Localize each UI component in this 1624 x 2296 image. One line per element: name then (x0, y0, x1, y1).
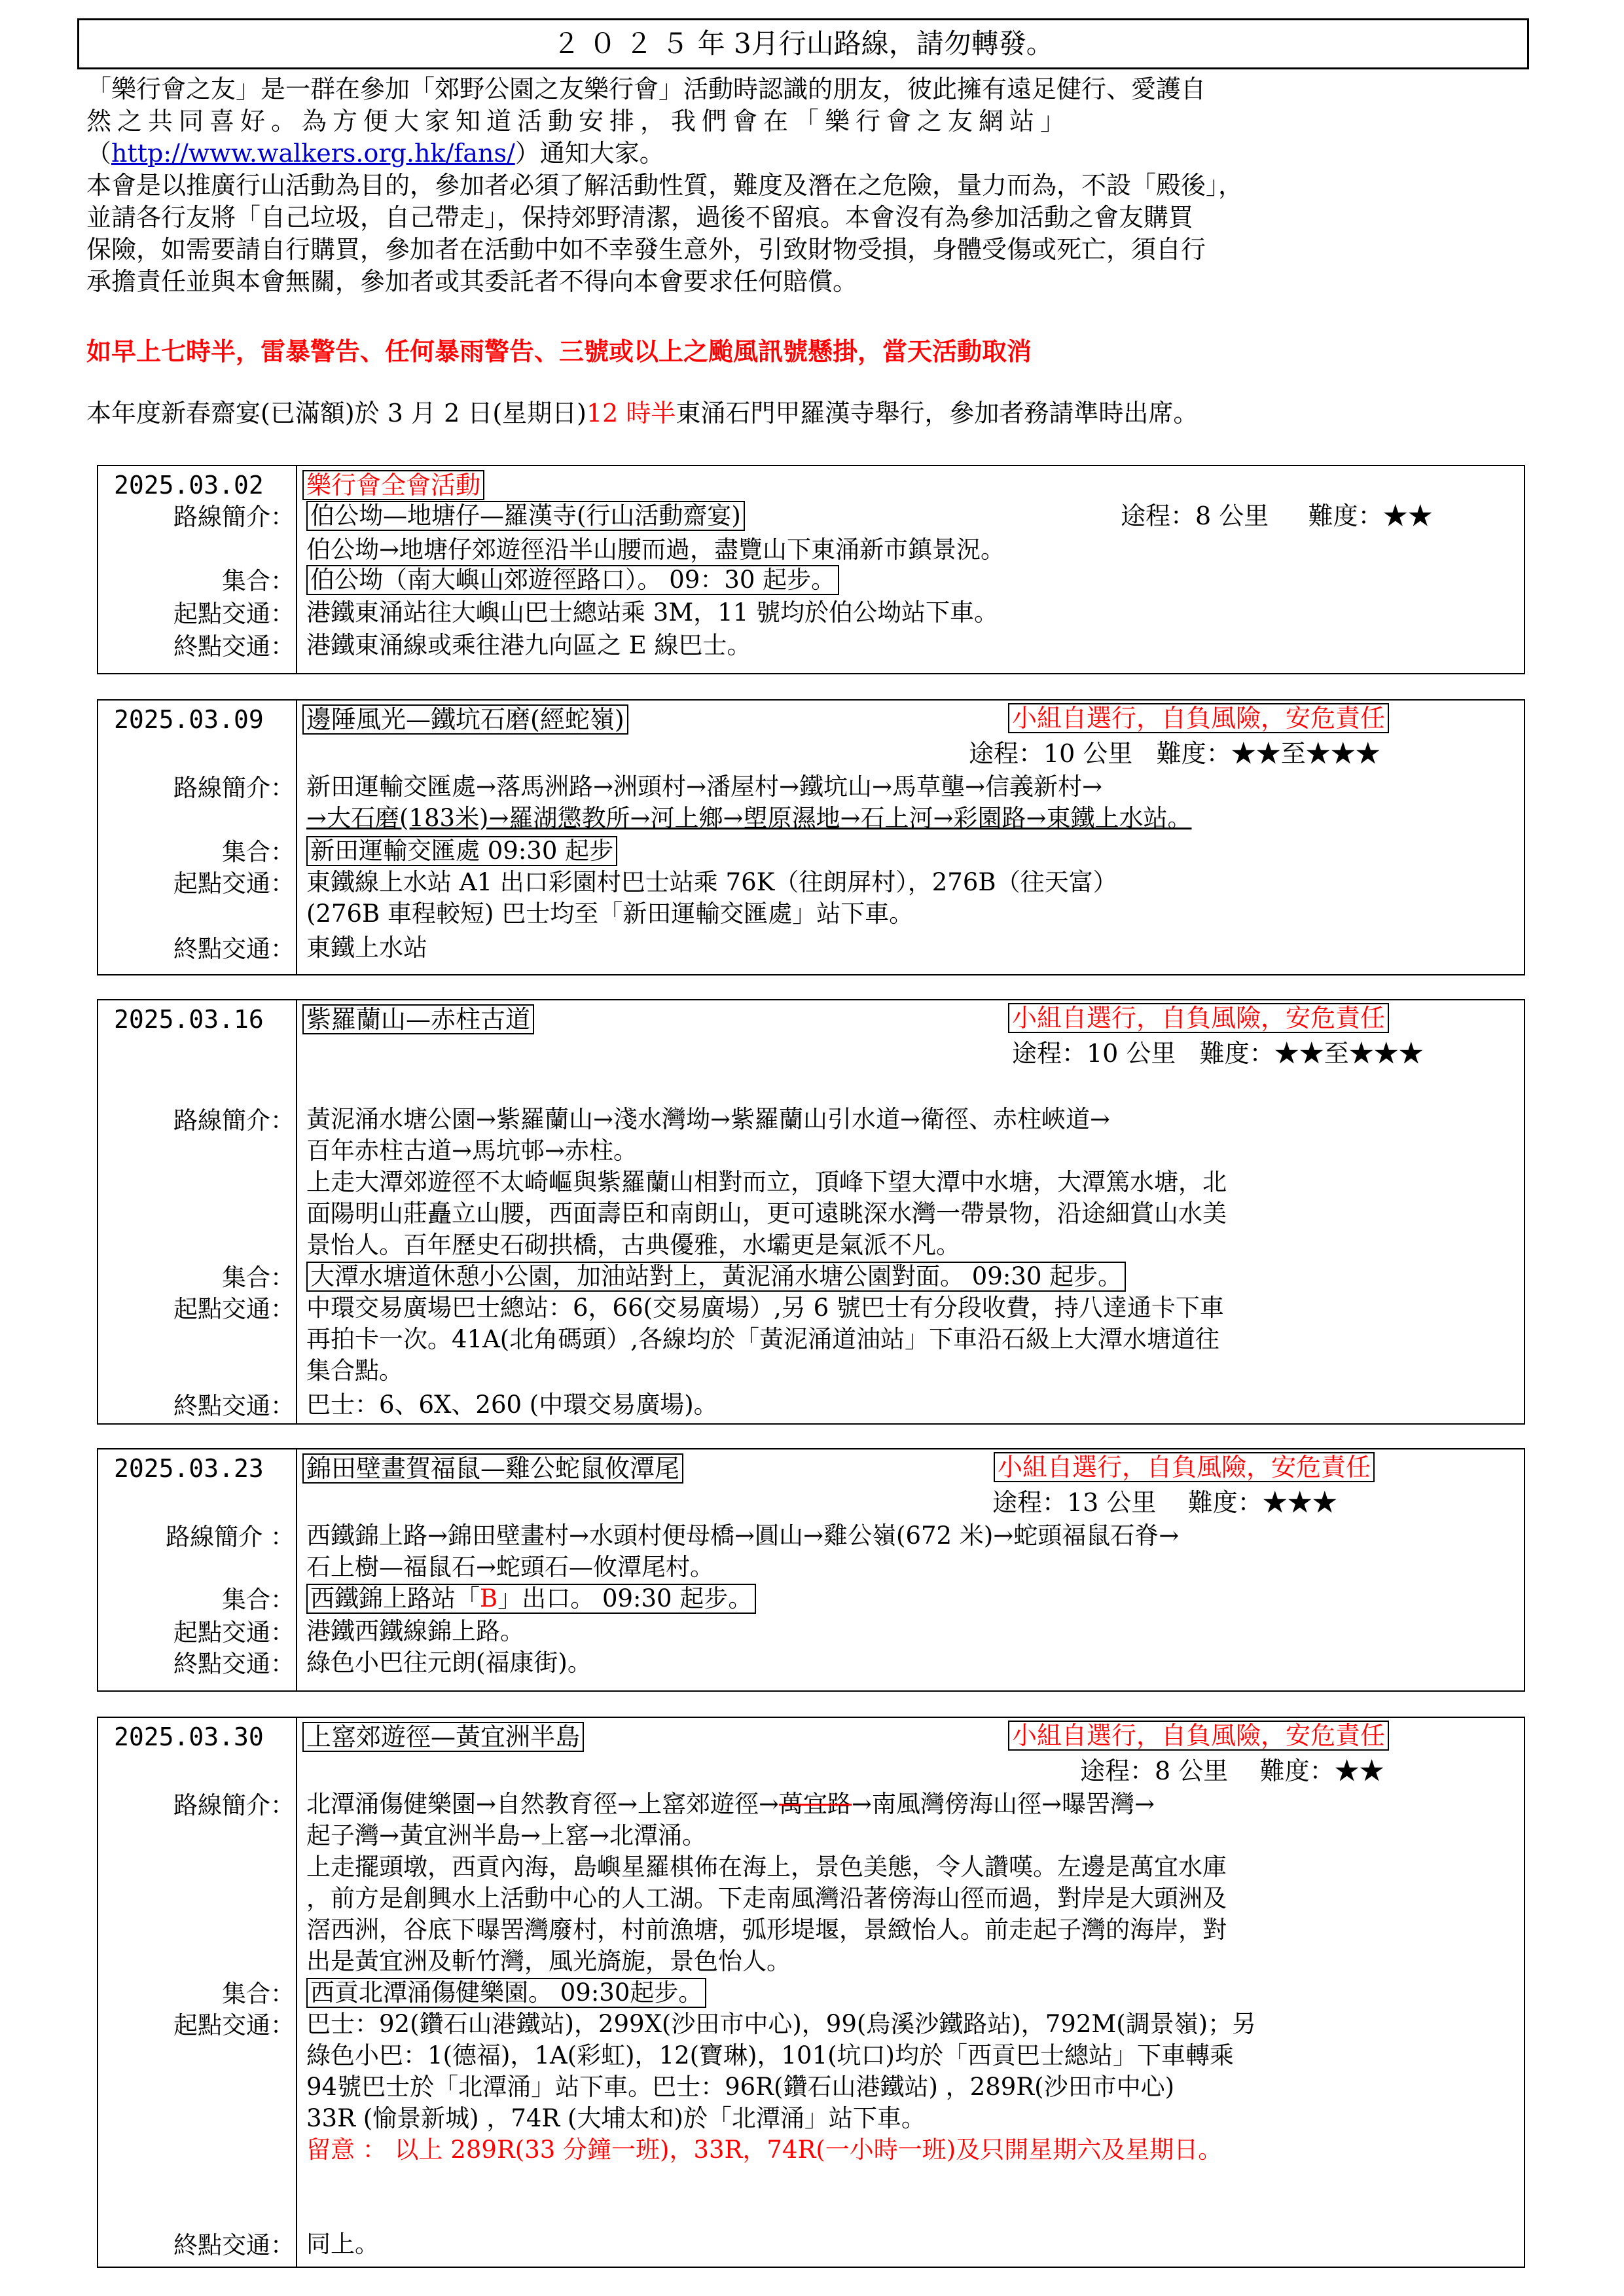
intro-line: 保險，如需要請自行購買，參加者在活動中如不幸發生意外，引致財物受損，身體受傷或死亡，須自行 (86, 235, 1206, 264)
route-distance: 途程：13 公里 難度：★★★ (992, 1488, 1337, 1517)
route-desc-line: 伯公坳→地塘仔郊遊徑沿半山腰而過，盡覽山下東涌新市鎮景況。 (306, 536, 1005, 564)
route-desc-line: 面陽明山莊矗立山腰，西面壽臣和南朗山，更可遠眺深水灣一帶景物，沿途細賞山水美 (306, 1199, 1227, 1228)
assembly-label: 集合： (222, 838, 295, 866)
intro-line: 本會是以推廣行山活動為目的，參加者必須了解活動性質，難度及潛在之危險，量力而為，不設「殿後」， (86, 171, 1244, 200)
route-card (97, 1717, 1525, 2268)
start-transport: 港鐵西鐵線錦上路。 (306, 1617, 524, 1645)
struck-road: 萬宜路 (779, 1790, 852, 1818)
difficulty-stars: ★★ (1382, 501, 1433, 530)
start-transport: 94號巴士於「北潭涌」站下車。巴士：96R(鑽石山港鐵站) ，289R(沙田市中心) (306, 2073, 1175, 2101)
end-transport: 東鐵上水站 (306, 934, 427, 962)
route-distance: 途程：10 公里 難度：★★至★★★ (969, 739, 1380, 768)
assembly-label: 集合： (222, 1586, 295, 1614)
route-date: 2025.03.09 (114, 705, 264, 734)
difficulty-stars: ★★ (1334, 1757, 1384, 1785)
route-desc-line: 西鐵錦上路→錦田壁畫村→水頭村便母橋→圓山→雞公嶺(672 米)→蛇頭福鼠石脊→ (306, 1522, 1180, 1550)
route-date: 2025.03.23 (114, 1454, 264, 1483)
intro-line: （http://www.walkers.org.hk/fans/）通知大家。 (86, 139, 664, 168)
cancellation-warning: 如早上七時半，雷暴警告、任何暴雨警告、三號或以上之颱風訊號懸掛，當天活動取消 (86, 337, 1032, 366)
risk-notice: 小組自選行，自負風險，安危責任 (1008, 1003, 1389, 1033)
route-title: 紫羅蘭山—赤柱古道 (302, 1004, 534, 1034)
start-transport: 港鐵東涌站往大嶼山巴士總站乘 3M，11 號均於伯公坳站下車。 (306, 598, 999, 627)
start-transport-label: 起點交通： (173, 600, 295, 628)
route-desc-line: 黃泥涌水塘公園→紫羅蘭山→淺水灣坳→紫羅蘭山引水道→衛徑、赤柱峽道→ (306, 1105, 1111, 1133)
feast-notice: 本年度新春齋宴(已滿額)於 3 月 2 日(星期日)12 時半東涌石門甲羅漢寺舉行，參加者務請準時出席。 (86, 399, 1199, 428)
assembly-point: 西鐵錦上路站「B」出口。 09:30 起步。 (306, 1584, 756, 1614)
end-transport-label: 終點交通： (173, 2231, 295, 2259)
end-transport: 綠色小巴往元朗(福康街)。 (306, 1649, 592, 1677)
route-desc-line: 滘西洲，谷底下曝罟灣廢村，村前漁塘，弧形堤堰，景緻怡人。前走起子灣的海岸，對 (306, 1916, 1227, 1944)
summary-label: 路線簡介： (173, 1791, 295, 1819)
start-transport: 綠色小巴：1(德福)，1A(彩虹)，12(寶琳)，101(坑口)均於「西貢巴士總站」下車轉乘 (306, 2041, 1234, 2069)
risk-notice: 小組自選行，自負風險，安危責任 (994, 1452, 1375, 1482)
route-desc-line: 景怡人。百年歷史石砌拱橋，古典優雅，水壩更是氣派不凡。 (306, 1231, 960, 1259)
route-title: 上窰郊遊徑—黃宜洲半島 (302, 1722, 584, 1752)
route-desc-line: →大石磨(183米)→羅湖懲教所→河上鄉→塱原濕地→石上河→彩園路→東鐵上水站。 (306, 804, 1192, 832)
summary-label: 路線簡介 ： (166, 1523, 295, 1551)
route-date: 2025.03.02 (114, 471, 264, 500)
intro-line: 並請各行友將「自己垃圾，自己帶走」，保持郊野清潔，過後不留痕。本會沒有為參加活動之會友購買 (86, 203, 1194, 232)
start-transport: 再拍卡一次。41A(北角碼頭）,各線均於「黃泥涌道油站」下車沿石級上大潭水塘道往 (306, 1325, 1219, 1353)
route-desc-line: 上走大潭郊遊徑不太崎嶇與紫羅蘭山相對而立，頂峰下望大潭中水塘，大潭篤水塘，北 (306, 1168, 1227, 1196)
route-desc-line: 出是黃宜洲及斬竹灣，風光旖旎，景色怡人。 (306, 1947, 791, 1975)
intro-line: 「樂行會之友」是一群在參加「郊野公園之友樂行會」活動時認識的朋友，彼此擁有遠足健行、愛護自 (86, 75, 1206, 103)
route-title: 邊陲風光—鐵坑石磨(經蛇嶺) (302, 704, 628, 735)
route-desc-line: 新田運輸交匯處→落馬洲路→洲頭村→潘屋村→鐵坑山→馬草壟→信義新村→ (306, 773, 1103, 801)
end-transport: 巴士：6、6X、260 (中環交易廣場)。 (306, 1391, 718, 1419)
service-note: 留意 ： 以上 289R(33 分鐘一班)，33R，74R(一小時一班)及只開星期六及星期日。 (306, 2136, 1223, 2164)
difficulty-stars: ★★至★★★ (1231, 739, 1380, 768)
summary-label: 路線簡介： (173, 774, 295, 802)
start-transport: (276B 車程較短) 巴士均至「新田運輸交匯處」站下車。 (306, 900, 914, 928)
route-desc-line: 石上樹—福鼠石→蛇頭石—攸潭尾村。 (306, 1553, 715, 1581)
summary-label: 路線簡介： (173, 503, 295, 531)
start-transport: 33R (愉景新城) ，74R (大埔太和)於「北潭涌」站下車。 (306, 2104, 926, 2132)
start-transport-label: 起點交通： (173, 869, 295, 898)
end-transport-label: 終點交通： (173, 632, 295, 661)
route-title: 伯公坳—地塘仔—羅漢寺(行山活動齋宴) (306, 501, 745, 531)
end-transport: 港鐵東涌線或乘往港九向區之 E 線巴士。 (306, 631, 751, 659)
route-card (97, 465, 1525, 674)
assembly-label: 集合： (222, 567, 295, 595)
intro-line: 然之共同喜好。為方便大家知道活動安排，我們會在「樂行會之友網站」 (86, 107, 1072, 136)
assembly-label: 集合： (222, 1264, 295, 1292)
route-date: 2025.03.30 (114, 1722, 264, 1751)
difficulty-stars: ★★至★★★ (1274, 1039, 1424, 1068)
end-transport-label: 終點交通： (173, 1650, 295, 1678)
route-date: 2025.03.16 (114, 1005, 264, 1034)
risk-notice: 小組自選行，自負風險，安危責任 (1008, 703, 1389, 733)
end-transport: 同上。 (306, 2230, 379, 2258)
start-transport: 東鐵線上水站 A1 出口彩園村巴士站乘 76K（往朗屏村），276B（往天富） (306, 868, 1117, 896)
route-distance: 途程：8 公里 難度：★★ (1121, 501, 1433, 530)
intro-line: 承擔責任並與本會無關，參加者或其委託者不得向本會要求任何賠償。 (86, 267, 858, 296)
start-transport-label: 起點交通： (173, 1295, 295, 1323)
route-distance: 途程：8 公里 難度：★★ (1080, 1757, 1384, 1785)
route-desc-line: 起子灣→黃宜洲半島→上窰→北潭涌。 (306, 1821, 707, 1850)
feast-time: 12 時半 (586, 399, 676, 428)
route-tag: 樂行會全會活動 (302, 470, 484, 500)
route-card (97, 1448, 1525, 1692)
route-desc-line: 百年赤柱古道→馬坑邨→赤柱。 (306, 1137, 638, 1165)
risk-notice: 小組自選行，自負風險，安危責任 (1008, 1721, 1389, 1751)
assembly-label: 集合： (222, 1980, 295, 2008)
route-distance: 途程：10 公里 難度：★★至★★★ (1012, 1039, 1424, 1068)
start-transport: 中環交易廣場巴士總站：6，66(交易廣場）,另 6 號巴士有分段收費，持八達通卡下車 (306, 1294, 1224, 1322)
start-transport: 集合點。 (306, 1357, 403, 1385)
start-transport-label: 起點交通： (173, 2011, 295, 2039)
route-desc-line: 北潭涌傷健樂園→自然教育徑→上窰郊遊徑→萬宜路→南風灣傍海山徑→曝罟灣→ (306, 1790, 1155, 1818)
start-transport-label: 起點交通： (173, 1618, 295, 1647)
route-desc-line: 上走擺頭墩，西貢內海，島嶼星羅棋佈在海上，景色美態，令人讚嘆。左邊是萬宜水庫 (306, 1853, 1227, 1881)
end-transport-label: 終點交通： (173, 1392, 295, 1420)
assembly-point: 伯公坳（南大嶼山郊遊徑路口）。 09：30 起步。 (306, 565, 839, 595)
assembly-point: 西貢北潭涌傷健樂園。 09:30起步。 (306, 1978, 706, 2008)
assembly-point: 大潭水塘道休憩小公園，加油站對上，黃泥涌水塘公園對面。 09:30 起步。 (306, 1262, 1126, 1292)
page-title: ２ ０ ２ ５ 年 3月行山路線，請勿轉發。 (77, 18, 1529, 69)
intro-section (86, 73, 1540, 298)
website-link[interactable]: http://www.walkers.org.hk/fans/ (111, 139, 515, 168)
route-card (97, 999, 1525, 1425)
start-transport: 巴士：92(鑽石山港鐵站)，299X(沙田市中心)，99(烏溪沙鐵路站)，792M(調景嶺)；另 (306, 2010, 1257, 2038)
route-desc-line: ，前方是創興水上活動中心的人工湖。下走南風灣沿著傍海山徑而過，對岸是大頭洲及 (306, 1884, 1227, 1912)
route-title: 錦田壁畫賀福鼠—雞公蛇鼠攸潭尾 (302, 1453, 683, 1484)
assembly-point: 新田運輸交匯處 09:30 起步 (306, 836, 617, 866)
route-card (97, 699, 1525, 975)
summary-label: 路線簡介： (173, 1106, 295, 1135)
difficulty-stars: ★★★ (1262, 1488, 1337, 1517)
end-transport-label: 終點交通： (173, 935, 295, 963)
